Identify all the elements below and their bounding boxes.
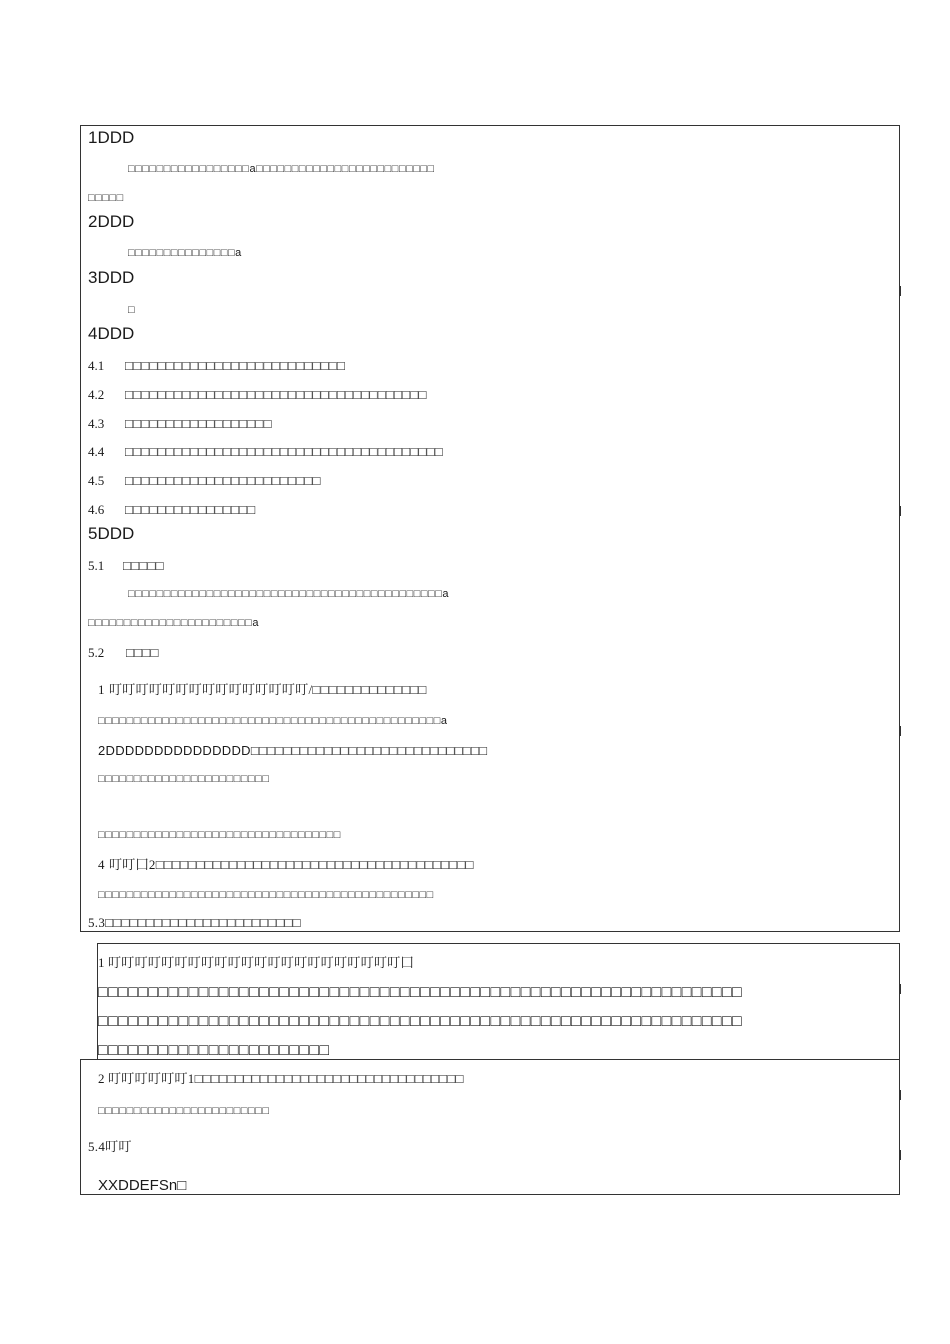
item-text: □□□□□□□□□□□□□□□□□□□□□□□□□□□□□□□□□□ [98,829,341,841]
subsection-5-1-text: □□□□□□□□□□□□□□□□□□□□□□□a [88,617,259,629]
section-1-text: □□□□□ [88,192,124,204]
subsection-5-1-title: □□□□□ [123,558,164,573]
border-tick [899,506,901,516]
section-3-heading: 3DDD [88,268,135,287]
section-3-text: □ [128,304,136,316]
box-text-line: □□□□□□□□□□□□□□□□□□□□□□□ [98,1042,330,1059]
list-item-text: □□□□□□□□□□□□□□□□□□□□□□□□ [125,473,321,488]
box-item-1-number: 1 [98,955,105,970]
box-item-1-text: 叮叮叮叮叮叮叮叮叮叮叮叮叮叮叮叮叮叮叮叮叮叮囗 [108,955,414,970]
box-text-line: □□□□□□□□□□□□□□□□□□□□□□□□□□□□□□□□□□□□□□□□□□□□□□□□□□□□□□□□□□□□□□□□ [98,1013,743,1030]
border-tick [899,1090,901,1100]
list-item-text: □□□□□□□□□□□□□□□□□□□□□□□□□□□ [125,358,346,373]
border-tick [899,726,901,736]
box-item-2-text: 叮叮叮叮叮叮1□□□□□□□□□□□□□□□□□□□□□□□□□□□□□□□□□ [108,1071,464,1086]
item-text: □□□□□□□□□□□□□□□□□□□□□□□□□□□□□□□□□□□□□□□□□□□□□□□ [98,889,434,901]
item-2-text: 2DDDDDDDDDDDDDDD□□□□□□□□□□□□□□□□□□□□□□□□□□□□□ [98,743,488,758]
list-item-text: □□□□□□□□□□□□□□□□ [125,502,256,517]
subsection-5-1-text: □□□□□□□□□□□□□□□□□□□□□□□□□□□□□□□□□□□□□□□□□□□□a [128,588,449,600]
list-item-number: 4.1 [88,358,105,373]
section-5-heading: 5DDD [88,524,135,543]
subsection-5-1-number: 5.1 [88,558,105,573]
list-item-text: □□□□□□□□□□□□□□□□□□□□□□□□□□□□□□□□□□□□□ [125,387,427,402]
border-tick [899,984,901,994]
section-1-heading: 1DDD [88,128,135,147]
item-1-number: 1 [98,682,105,697]
box-text-line: □□□□□□□□□□□□□□□□□□□□□□□□ [98,1105,270,1117]
item-1-text: 叮叮叮叮叮叮叮叮叮叮叮叮叮叮叮/□□□□□□□□□□□□□□ [109,682,427,697]
item-text: □□□□□□□□□□□□□□□□□□□□□□□□ [98,773,270,785]
list-item-text: □□□□□□□□□□□□□□□□□□□□□□□□□□□□□□□□□□□□□□□ [125,444,443,459]
subsection-5-2-number: 5.2 [88,645,105,660]
code-label: XXDDEFSn□ [98,1177,187,1194]
list-item-number: 4.2 [88,387,105,402]
section-2-heading: 2DDD [88,212,135,231]
list-item-number: 4.3 [88,416,105,431]
item-4-text: 叮叮囗2□□□□□□□□□□□□□□□□□□□□□□□□□□□□□□□□□□□□□□□ [109,857,474,872]
item-text: □□□□□□□□□□□□□□□□□□□□□□□□□□□□□□□□□□□□□□□□□□□□□□□□a [98,715,448,727]
subsection-5-3: 5.3□□□□□□□□□□□□□□□□□□□□□□□□ [88,915,301,930]
section-4-heading: 4DDD [88,324,135,343]
subsection-5-4: 5.4叮叮 [88,1139,132,1154]
section-2-text: □□□□□□□□□□□□□□□a [128,247,242,259]
subsection-5-2-title: □□□□ [126,645,159,660]
section-1-text: □□□□□□□□□□□□□□□□□a□□□□□□□□□□□□□□□□□□□□□□□□□ [128,163,435,175]
box-item-2-number: 2 [98,1071,105,1086]
border-tick [899,286,901,296]
box-text-line: □□□□□□□□□□□□□□□□□□□□□□□□□□□□□□□□□□□□□□□□□□□□□□□□□□□□□□□□□□□□□□□□ [98,984,743,1001]
list-item-number: 4.6 [88,502,105,517]
border-tick [899,1150,901,1160]
item-4-number: 4 [98,857,105,872]
list-item-text: □□□□□□□□□□□□□□□□□□ [125,416,272,431]
list-item-number: 4.4 [88,444,105,459]
list-item-number: 4.5 [88,473,105,488]
